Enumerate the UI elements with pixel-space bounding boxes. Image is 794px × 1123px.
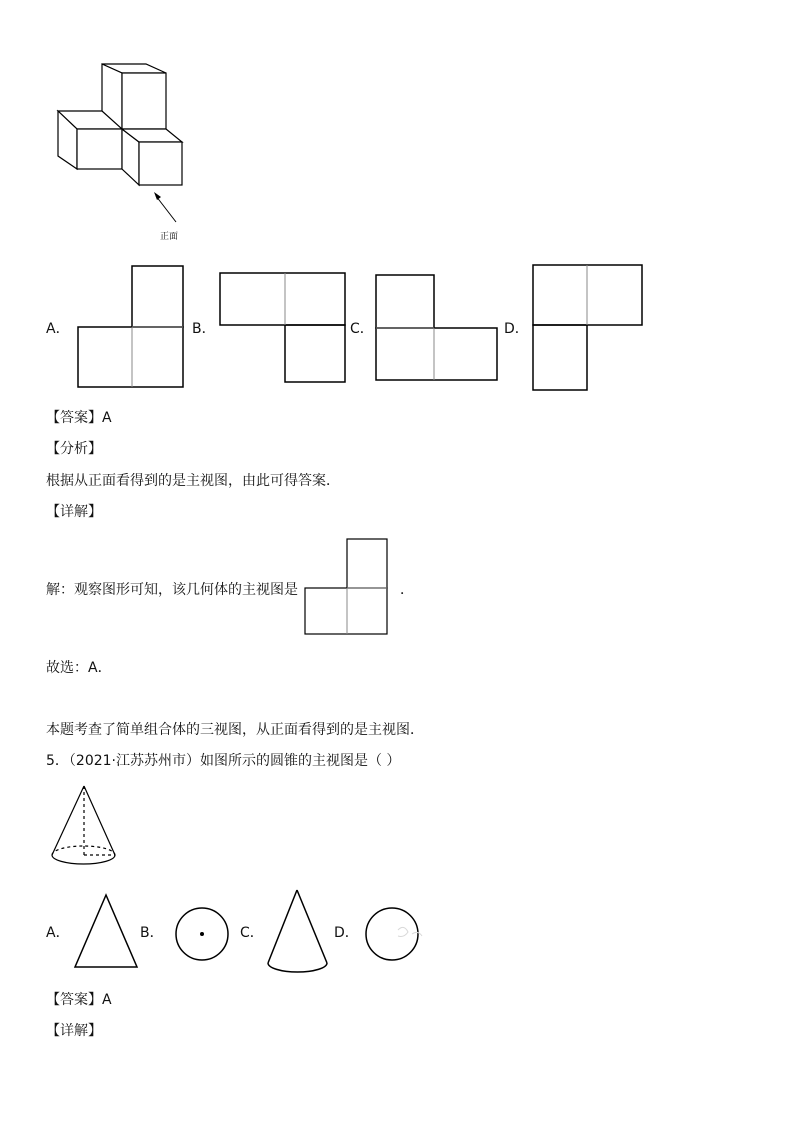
q4-analysis-heading: 【分析】 [46, 441, 102, 457]
q5-option-b-letter: B． [140, 925, 164, 941]
q4-option-b-letter: B． [192, 321, 216, 337]
q4-summary: 本题考查了简单组合体的三视图，从正面看得到的是主视图． [46, 722, 424, 738]
q4-option-a-letter: A． [46, 321, 70, 337]
q4-solution-prefix: 解：观察图形可知，该几何体的主视图是 [46, 582, 298, 598]
q5-option-d-letter: D． [334, 925, 359, 941]
q5-detail-heading: 【详解】 [46, 1023, 102, 1039]
q4-option-d-letter: D． [504, 321, 529, 337]
q5-option-a-letter: A． [46, 925, 70, 941]
front-label: 正面 [160, 232, 179, 242]
q4-option-c-letter: C． [350, 321, 374, 337]
q4-solution-suffix: ． [400, 582, 414, 598]
q4-answer: 【答案】A [46, 410, 112, 426]
q4-choice: 故选：A． [46, 660, 112, 676]
q4-analysis-text: 根据从正面看得到的是主视图，由此可得答案． [46, 473, 340, 489]
q5-answer: 【答案】A [46, 992, 112, 1008]
q5-stem: 5．（2021·江苏苏州市）如图所示的圆锥的主视图是（ ） [46, 753, 401, 769]
q5-option-c-letter: C． [240, 925, 264, 941]
q4-detail-heading: 【详解】 [46, 504, 102, 520]
